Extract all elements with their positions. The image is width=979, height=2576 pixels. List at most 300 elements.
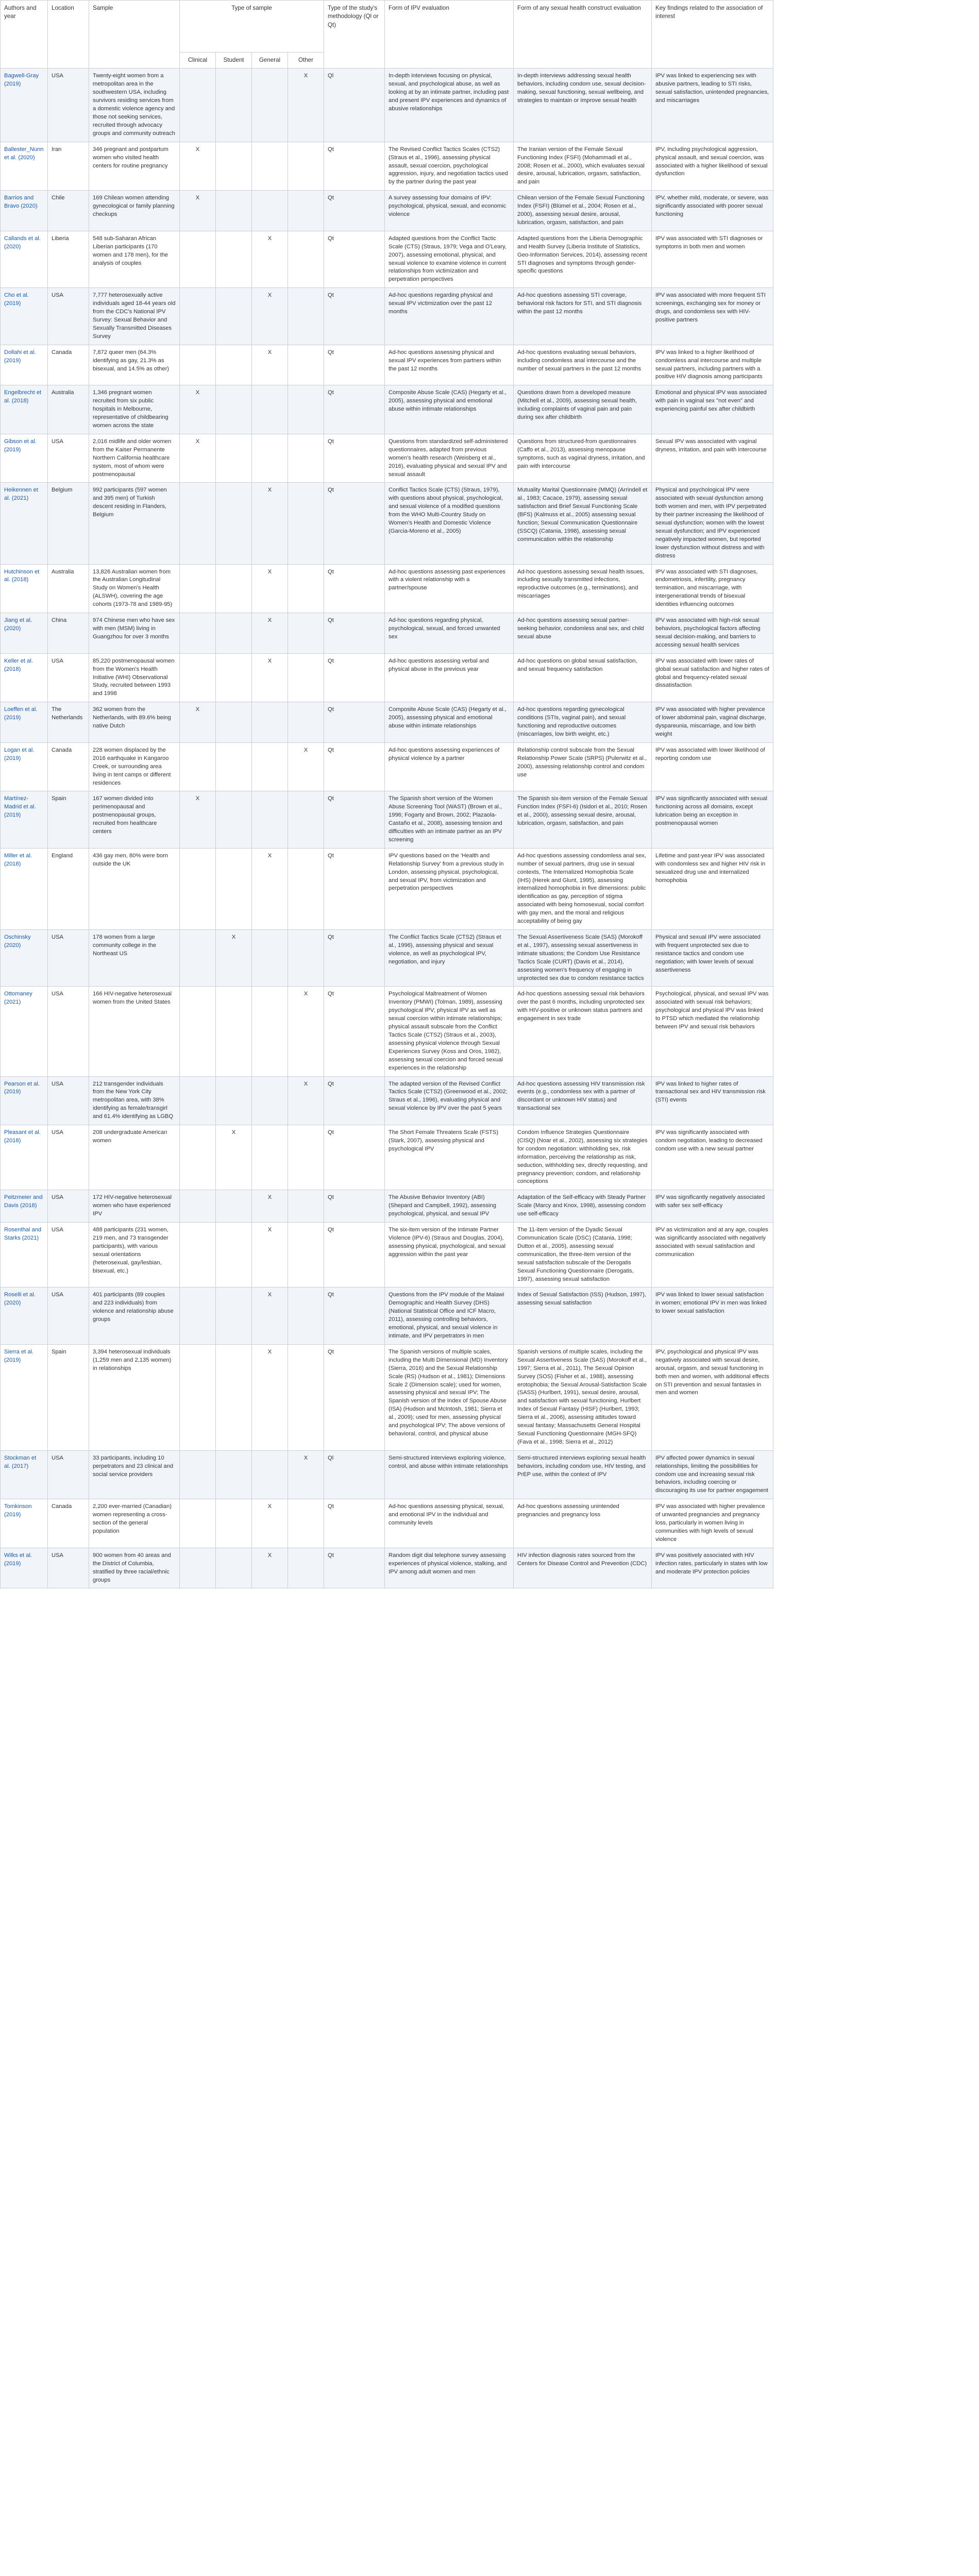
location-cell: Australia: [48, 385, 89, 434]
student-cell: [216, 434, 252, 483]
methodology-cell: Ql: [324, 1450, 385, 1499]
location-cell: Spain: [48, 1344, 89, 1450]
clinical-cell: X: [180, 191, 216, 231]
methodology-cell: Qt: [324, 742, 385, 791]
general-cell: X: [252, 1499, 288, 1548]
key-findings-cell: IPV was associated with STI diagnoses, endometriosis, infertility, pregnancy termination, and miscarriage, with intergenerational trends of bisexual identities influencing outcomes: [652, 564, 773, 613]
student-cell: X: [216, 1125, 252, 1190]
author-cell[interactable]: Pleasant et al. (2018): [1, 1125, 48, 1190]
sample-cell: Twenty-eight women from a metropolitan area in the southwestern USA, including survivors residing services from a domestic violence agency and those not seeking services, recruited through advocacy groups and community outreach: [89, 69, 180, 142]
methodology-cell: Qt: [324, 613, 385, 654]
location-cell: USA: [48, 653, 89, 702]
sexual-health-evaluation-cell: Semi-structured interviews exploring sexual health behaviors, including condom use, HIV testing, and PrEP use, within the context of IPV: [514, 1450, 652, 1499]
author-cell[interactable]: Stockman et al. (2017): [1, 1450, 48, 1499]
student-cell: [216, 848, 252, 929]
location-cell: USA: [48, 1076, 89, 1125]
methodology-cell: Qt: [324, 483, 385, 564]
sexual-health-evaluation-cell: Ad-hoc questions assessing HIV transmission risk events (e.g., condomless sex with a partner of discordant or unknown HIV status) and transactional sex: [514, 1076, 652, 1125]
location-cell: Chile: [48, 191, 89, 231]
location-cell: China: [48, 613, 89, 654]
key-findings-cell: Lifetime and past-year IPV was associated with condomless sex and higher HIV risk in sexualized drug use and internalized homophobia: [652, 848, 773, 929]
methodology-cell: Qt: [324, 1076, 385, 1125]
clinical-cell: [180, 1190, 216, 1223]
key-findings-cell: Physical and sexual IPV were associated with frequent unprotected sex due to resistance tactics and condom use negotiation; with lower levels of sexual assertiveness: [652, 930, 773, 987]
clinical-cell: X: [180, 142, 216, 191]
table-row: [1, 930, 979, 987]
author-cell[interactable]: Callands et al. (2020): [1, 231, 48, 287]
table-row: [1, 345, 979, 385]
table-row: [1, 702, 979, 743]
table-row: [1, 191, 979, 231]
author-cell[interactable]: Tomkinson (2019): [1, 1499, 48, 1548]
table-row: [1, 385, 979, 434]
methodology-cell: Qt: [324, 564, 385, 613]
clinical-cell: [180, 1223, 216, 1287]
author-cell[interactable]: Barrios and Bravo (2020): [1, 191, 48, 231]
sexual-health-evaluation-cell: The Spanish six-item version of the Female Sexual Function Index (FSFI-6) (Isidori et al., 2010; Rosen et al., 2000), assessing sexual desire, arousal, lubrication, orgasm, satisfaction, and pain: [514, 791, 652, 848]
table-row: [1, 987, 979, 1076]
author-cell[interactable]: Martínez-Madrid et al. (2019): [1, 791, 48, 848]
general-cell: X: [252, 1190, 288, 1223]
sample-cell: 208 undergraduate American women: [89, 1125, 180, 1190]
general-cell: X: [252, 483, 288, 564]
ipv-evaluation-cell: A survey assessing four domains of IPV: psychological, physical, sexual, and economic violence: [385, 191, 514, 231]
table-row: [1, 1125, 979, 1190]
sample-cell: 346 pregnant and postpartum women who visited health centers for routine pregnancy: [89, 142, 180, 191]
student-cell: [216, 385, 252, 434]
header-location: Location: [48, 1, 89, 69]
general-cell: [252, 702, 288, 743]
other-cell: [288, 791, 324, 848]
student-cell: [216, 791, 252, 848]
general-cell: X: [252, 288, 288, 345]
header-methodology: Type of the study's methodology (Ql or Qt): [324, 1, 385, 69]
key-findings-cell: IPV was positively associated with HIV infection rates, particularly in states with low and moderate IPV protection policies: [652, 1548, 773, 1588]
student-cell: [216, 1548, 252, 1588]
table-body: [1, 69, 979, 1588]
sample-cell: 900 women from 40 areas and the District of Columbia, stratified by three racial/ethnic groups: [89, 1548, 180, 1588]
sample-cell: 974 Chinese men who have sex with men (MSM) living in Guangzhou for over 3 months: [89, 613, 180, 654]
author-cell[interactable]: Miller et al. (2018): [1, 848, 48, 929]
key-findings-cell: IPV was significantly negatively associated with safer sex self-efficacy: [652, 1190, 773, 1223]
key-findings-cell: IPV, whether mild, moderate, or severe, was significantly associated with poorer sexual functioning: [652, 191, 773, 231]
location-cell: Liberia: [48, 231, 89, 287]
clinical-cell: [180, 987, 216, 1076]
methodology-cell: Qt: [324, 987, 385, 1076]
header-findings: Key findings related to the association of interest: [652, 1, 773, 69]
general-cell: [252, 142, 288, 191]
student-cell: [216, 653, 252, 702]
sample-cell: 13,826 Australian women from the Australian Longitudinal Study on Women's Health (ALSWH), covering the age cohorts (1973-78 and 1989-95): [89, 564, 180, 613]
header-student: Student: [216, 53, 252, 69]
location-cell: Belgium: [48, 483, 89, 564]
sample-cell: 178 women from a large community college in the Northeast US: [89, 930, 180, 987]
table-row: [1, 142, 979, 191]
table-row: [1, 742, 979, 791]
table-row: [1, 434, 979, 483]
sample-cell: 2,200 ever-married (Canadian) women representing a cross-section of the general population: [89, 1499, 180, 1548]
other-cell: X: [288, 1076, 324, 1125]
general-cell: X: [252, 564, 288, 613]
header-ipv-form: Form of IPV evaluation: [385, 1, 514, 69]
clinical-cell: [180, 564, 216, 613]
ipv-evaluation-cell: Ad-hoc questions assessing experiences of physical violence by a partner: [385, 742, 514, 791]
sexual-health-evaluation-cell: The Sexual Assertiveness Scale (SAS) (Morokoff et al., 1997), assessing sexual assertiveness in intimate situations; the Condom Use Resistance Tactics Scale (CURT) (Davis et al., 2014), assessing women's frequency of engaging in unprotected sex due to condom resistance tactics: [514, 930, 652, 987]
location-cell: USA: [48, 434, 89, 483]
student-cell: [216, 1499, 252, 1548]
key-findings-cell: IPV as victimization and at any age, couples was significantly associated with negatively associated with sexual satisfaction and communication: [652, 1223, 773, 1287]
key-findings-cell: IPV, psychological and physical IPV was negatively associated with sexual desire, arousal, orgasm, and sexual functioning in both men and women, with additional effects on STI prevention and sexual fantasies in men and women: [652, 1344, 773, 1450]
other-cell: [288, 1190, 324, 1223]
methodology-cell: Qt: [324, 653, 385, 702]
methodology-cell: Qt: [324, 191, 385, 231]
student-cell: [216, 742, 252, 791]
sample-cell: 166 HIV-negative heterosexual women from the United States: [89, 987, 180, 1076]
ipv-evaluation-cell: Random digit dial telephone survey assessing experiences of physical violence, stalking, and IPV among adult women and men: [385, 1548, 514, 1588]
key-findings-cell: Emotional and physical IPV was associated with pain in vaginal sex "not even" and experiencing painful sex after childbirth: [652, 385, 773, 434]
clinical-cell: [180, 483, 216, 564]
key-findings-cell: IPV was associated with more frequent STI screenings, exchanging sex for money or drugs, and condomless sex with HIV-positive partners: [652, 288, 773, 345]
general-cell: [252, 385, 288, 434]
location-cell: USA: [48, 987, 89, 1076]
other-cell: [288, 1344, 324, 1450]
other-cell: [288, 434, 324, 483]
key-findings-cell: Psychological, physical, and sexual IPV was associated with sexual risk behaviors; psychological and physical IPV was linked to PTSD which mediated the relationship between IPV and sexual risk behaviors: [652, 987, 773, 1076]
sexual-health-evaluation-cell: HIV infection diagnosis rates sourced from the Centers for Disease Control and Prevention (CDC): [514, 1548, 652, 1588]
sample-cell: 1,346 pregnant women recruited from six public hospitals in Melbourne, representative of childbearing women across the state: [89, 385, 180, 434]
table-row: [1, 1223, 979, 1287]
other-cell: [288, 1287, 324, 1344]
author-cell[interactable]: Wilks et al. (2019): [1, 1548, 48, 1588]
student-cell: [216, 142, 252, 191]
sexual-health-evaluation-cell: Relationship control subscale from the Sexual Relationship Power Scale (SRPS) (Pulerwitz et al., 2000), assessing relationship control and condom use: [514, 742, 652, 791]
general-cell: [252, 791, 288, 848]
table-row: [1, 613, 979, 654]
methodology-cell: Qt: [324, 1190, 385, 1223]
methodology-cell: Qt: [324, 791, 385, 848]
student-cell: [216, 564, 252, 613]
sexual-health-evaluation-cell: Ad-hoc questions assessing STI coverage, behavioral risk factors for STI, and STI diagnosis within the past 12 months: [514, 288, 652, 345]
sample-cell: 212 transgender individuals from the New York City metropolitan area, with 38% identifying as female/transgirl and 61.4% identifying as LGBQ: [89, 1076, 180, 1125]
clinical-cell: X: [180, 702, 216, 743]
location-cell: Canada: [48, 742, 89, 791]
location-cell: USA: [48, 1190, 89, 1223]
ipv-evaluation-cell: IPV questions based on the 'Health and Relationship Survey' from a previous study in London, assessing physical, psychological, and sexual IPV, from victimization and perpetration perspectives: [385, 848, 514, 929]
other-cell: [288, 848, 324, 929]
key-findings-cell: IPV was linked to experiencing sex with abusive partners, leading to STI risks, sexual satisfaction, unintended pregnancies, and miscarriages: [652, 69, 773, 142]
ipv-evaluation-cell: Ad-hoc questions regarding physical, psychological, sexual, and forced unwanted sex: [385, 613, 514, 654]
location-cell: Australia: [48, 564, 89, 613]
table-row: [1, 1499, 979, 1548]
clinical-cell: X: [180, 434, 216, 483]
sample-cell: 167 women divided into perimenopausal and postmenopausal groups, recruited from healthcare centers: [89, 791, 180, 848]
author-cell[interactable]: Heikennen et al. (2021): [1, 483, 48, 564]
clinical-cell: [180, 1344, 216, 1450]
key-findings-cell: IPV was associated with high-risk sexual behaviors, psychological factors affecting sexual decision-making, and barriers to accessing sexual health services: [652, 613, 773, 654]
key-findings-cell: Physical and psychological IPV were associated with sexual dysfunction among both women and men, with IPV perpetrated by their partner increasing the likelihood of sexual dysfunction; women with the lowest sexual dysfunction; and IPV experienced negatively impacted women, but reported lower dysfunction without distress and with distress: [652, 483, 773, 564]
author-cell[interactable]: Keller et al. (2018): [1, 653, 48, 702]
sample-cell: 992 participants (597 women and 395 men) of Turkish descent residing in Flanders, Belgium: [89, 483, 180, 564]
student-cell: [216, 987, 252, 1076]
table-header: [1, 1, 979, 69]
sample-cell: 436 gay men, 80% were born outside the UK: [89, 848, 180, 929]
sexual-health-evaluation-cell: Mutuality Marital Questionnaire (MMQ) (Arrindell et al., 1983; Cacace, 1979), assessing sexual satisfaction and Brief Sexual Functioning Scale (BFS) (Kalmuss et al., 2005) assessing sexual function; Sexual Communication Questionnaire (SSCQ) (Catania, 1998), assessing sexual communication within the relationship: [514, 483, 652, 564]
author-cell[interactable]: Bagwell-Gray (2019): [1, 69, 48, 142]
student-cell: [216, 288, 252, 345]
location-cell: USA: [48, 1287, 89, 1344]
author-cell[interactable]: Peitzmeier and Davis (2018): [1, 1190, 48, 1223]
location-cell: USA: [48, 1223, 89, 1287]
table-row: [1, 848, 979, 929]
sexual-health-evaluation-cell: Ad-hoc questions assessing sexual risk behaviors over the past 6 months, including unprotected sex with HIV-positive or unknown status partners and engagement in sex trade: [514, 987, 652, 1076]
methodology-cell: Qt: [324, 385, 385, 434]
key-findings-cell: Sexual IPV was associated with vaginal dryness, irritation, and pain with intercourse: [652, 434, 773, 483]
other-cell: X: [288, 742, 324, 791]
location-cell: USA: [48, 1450, 89, 1499]
sexual-health-evaluation-cell: Adaptation of the Self-efficacy with Steady Partner Scale (Marcy and Knox, 1998), assessing condom use self-efficacy: [514, 1190, 652, 1223]
student-cell: [216, 1344, 252, 1450]
location-cell: USA: [48, 288, 89, 345]
author-cell[interactable]: Cho et al. (2019): [1, 288, 48, 345]
student-cell: [216, 483, 252, 564]
general-cell: [252, 191, 288, 231]
header-authors: Authors and year: [1, 1, 48, 69]
sexual-health-evaluation-cell: Questions from structured-from questionnaires (Caffo et al., 2013), assessing menopause symptoms, such as vaginal dryness, irritation, and pain with intercourse: [514, 434, 652, 483]
ipv-evaluation-cell: Questions from the IPV module of the Malawi Demographic and Health Survey (DHS) (National Statistical Office and ICF Macro, 2011), assessing controlling behaviors, emotional, physical, and sexual violence in intimate, and IPV perpetrators in men: [385, 1287, 514, 1344]
sample-cell: 548 sub-Saharan African Liberian participants (170 women and 178 men), for the analysis of couples: [89, 231, 180, 287]
other-cell: [288, 191, 324, 231]
key-findings-cell: IPV affected power dynamics in sexual relationships, limiting the possibilities for condom use and increasing sexual risk behaviors, including coercing or discouraging its use for partner engagement: [652, 1450, 773, 1499]
sample-cell: 169 Chilean women attending gynecological or family planning checkups: [89, 191, 180, 231]
general-cell: X: [252, 1223, 288, 1287]
ipv-evaluation-cell: The Spanish short version of the Women Abuse Screening Tool (WAST) (Brown et al., 1996; Fogarty and Brown, 2002; Plazaola-Castaño et al., 2008), assessing tension and difficulties with an intimate partner as an IPV screening: [385, 791, 514, 848]
header-other: Other: [288, 53, 324, 69]
other-cell: [288, 1499, 324, 1548]
key-findings-cell: IPV was significantly associated with condom negotiation, leading to decreased condom use with a new sexual partner: [652, 1125, 773, 1190]
methodology-cell: Qt: [324, 1499, 385, 1548]
ipv-evaluation-cell: The Short Female Threatens Scale (FSTS) (Stark, 2007), assessing physical and psychological IPV: [385, 1125, 514, 1190]
clinical-cell: X: [180, 791, 216, 848]
table-row: [1, 288, 979, 345]
sexual-health-evaluation-cell: Spanish versions of multiple scales, including the Sexual Assertiveness Scale (SAS) (Morokoff et al., 1997; Sierra et al., 2011), The Sexual Opinion Survey (SOS) (Fisher et al., 1988), assessing erotophobia; the Sexual Arousal-Satisfaction Scale (SASS) (Hurlbert, 1991), sexual desire, arousal, and satisfaction with sexual functioning, Hurlbert Index of Sexual Fantasy (HISF) (Hurlbert, 1993; Sierra et al., 2006), assessing attitudes toward sexual fantasy; Massachusetts General Hospital Sexual Functioning Questionnaire (MGH-SFQ) (Fava et al., 1998; Sierra et al., 2012): [514, 1344, 652, 1450]
general-cell: X: [252, 1287, 288, 1344]
ipv-evaluation-cell: Composite Abuse Scale (CAS) (Hegarty et al., 2005), assessing physical and emotional abuse within intimate relationships: [385, 385, 514, 434]
author-cell[interactable]: Oschinsky (2020): [1, 930, 48, 987]
ipv-evaluation-cell: Composite Abuse Scale (CAS) (Hegarty et al., 2005), assessing physical and emotional abuse within intimate relationships: [385, 702, 514, 743]
author-cell[interactable]: Sierra et al. (2019): [1, 1344, 48, 1450]
methodology-cell: Qt: [324, 1344, 385, 1450]
author-cell[interactable]: Roselli et al. (2020): [1, 1287, 48, 1344]
table-row: [1, 1287, 979, 1344]
ipv-evaluation-cell: Semi-structured interviews exploring violence, control, and abuse within intimate relationships: [385, 1450, 514, 1499]
key-findings-cell: IPV was associated with lower rates of global sexual satisfaction and higher rates of global and frequency-related sexual dissatisfaction: [652, 653, 773, 702]
sample-cell: 488 participants (231 women, 219 men, and 73 transgender participants), with various sexual orientations (heterosexual, gay/lesbian, bisexual, etc.): [89, 1223, 180, 1287]
methodology-cell: Qt: [324, 702, 385, 743]
ipv-evaluation-cell: Questions from standardized self-administered questionnaires, adapted from previous women's health research (Weisberg et al., 2016), evaluating physical and sexual IPV and sexual assault: [385, 434, 514, 483]
other-cell: [288, 653, 324, 702]
table-row: [1, 483, 979, 564]
clinical-cell: [180, 288, 216, 345]
sample-cell: 7,777 heterosexually active individuals aged 18-44 years old from the CDC's National IPV Survey: Sexual Behavior and Sexually Transmitted Diseases Survey: [89, 288, 180, 345]
location-cell: Canada: [48, 1499, 89, 1548]
ipv-evaluation-cell: Conflict Tactics Scale (CTS) (Straus, 1979), with questions about physical, psychological, and sexual violence of a modified questions from the WHO Multi-Country Study on Women's Health and Domestic Violence (Garcia-Moreno et al., 2005): [385, 483, 514, 564]
clinical-cell: [180, 1499, 216, 1548]
table-row: [1, 1548, 979, 1588]
key-findings-cell: IPV was linked to higher rates of transactional sex and HIV transmission risk (STI) events: [652, 1076, 773, 1125]
student-cell: [216, 231, 252, 287]
other-cell: [288, 1125, 324, 1190]
sample-cell: 172 HIV-negative heterosexual women who have experienced IPV: [89, 1190, 180, 1223]
methodology-cell: Qt: [324, 231, 385, 287]
sample-cell: 85,220 postmenopausal women from the Women's Health Initiative (WHI) Observational Study, recruited between 1993 and 1998: [89, 653, 180, 702]
sexual-health-evaluation-cell: Questions drawn from a developed measure (Mitchell et al., 2009), assessing sexual health, including complaints of vaginal pain and pain during sex after childbirth: [514, 385, 652, 434]
general-cell: X: [252, 345, 288, 385]
student-cell: [216, 1076, 252, 1125]
student-cell: [216, 1450, 252, 1499]
other-cell: [288, 702, 324, 743]
sexual-health-evaluation-cell: Ad-hoc questions evaluating sexual behaviors, including condomless anal intercourse and the number of sexual partners in the past 12 months: [514, 345, 652, 385]
table-row: [1, 653, 979, 702]
sexual-health-evaluation-cell: Adapted questions from the Liberia Demographic and Health Survey (Liberia Institute of Statistics, Geo-Information Services, 2014), assessing recent STI diagnoses and symptoms through gender-specific questions: [514, 231, 652, 287]
other-cell: [288, 231, 324, 287]
general-cell: X: [252, 1548, 288, 1588]
key-findings-cell: IPV, including psychological aggression, physical assault, and sexual coercion, was associated with a higher likelihood of sexual dysfunction: [652, 142, 773, 191]
methodology-cell: Qt: [324, 142, 385, 191]
methodology-cell: Qt: [324, 848, 385, 929]
author-cell[interactable]: Jiang et al. (2020): [1, 613, 48, 654]
general-cell: [252, 1125, 288, 1190]
sexual-health-evaluation-cell: The Iranian version of the Female Sexual Functioning Index (FSFI) (Mohammadi et al., 2008; Rosen et al., 2000), which evaluates sexual desire, arousal, lubrication, orgasm, satisfaction, and pain: [514, 142, 652, 191]
sample-cell: 362 women from the Netherlands, with 89.6% being native Dutch: [89, 702, 180, 743]
sexual-health-evaluation-cell: In-depth interviews addressing sexual health behaviors, including condom use, sexual decision-making, sexual functioning, sexual wellbeing, and strategies to maintain or improve sexual health: [514, 69, 652, 142]
general-cell: X: [252, 231, 288, 287]
other-cell: [288, 385, 324, 434]
other-cell: [288, 142, 324, 191]
ipv-evaluation-cell: Ad-hoc questions assessing physical, sexual, and emotional IPV in the individual and community levels: [385, 1499, 514, 1548]
sample-cell: 33 participants, including 10 perpetrators and 23 clinical and social service providers: [89, 1450, 180, 1499]
header-type-of-sample: Type of sample: [180, 1, 324, 53]
sexual-health-evaluation-cell: Ad-hoc questions assessing sexual partner-seeking behavior, condomless anal sex, and child sexual abuse: [514, 613, 652, 654]
clinical-cell: [180, 653, 216, 702]
other-cell: [288, 1548, 324, 1588]
sexual-health-evaluation-cell: Index of Sexual Satisfaction (ISS) (Hudson, 1997), assessing sexual satisfaction: [514, 1287, 652, 1344]
location-cell: USA: [48, 69, 89, 142]
ipv-evaluation-cell: The Abusive Behavior Inventory (ABI) (Shepard and Campbell, 1992), assessing psychological, physical, and sexual IPV: [385, 1190, 514, 1223]
key-findings-cell: IPV was linked to a higher likelihood of condomless anal intercourse and multiple sexual partners, including partners with a positive HIV diagnosis among participants: [652, 345, 773, 385]
location-cell: Spain: [48, 791, 89, 848]
key-findings-cell: IPV was associated with lower likelihood of reporting condom use: [652, 742, 773, 791]
general-cell: X: [252, 653, 288, 702]
sample-cell: 7,872 queer men (64.3% identifying as gay, 21.3% as bisexual, and 14.5% as other): [89, 345, 180, 385]
methodology-cell: Qt: [324, 1125, 385, 1190]
author-cell[interactable]: Gibson et al. (2019): [1, 434, 48, 483]
other-cell: X: [288, 1450, 324, 1499]
clinical-cell: [180, 1076, 216, 1125]
clinical-cell: [180, 1450, 216, 1499]
location-cell: USA: [48, 930, 89, 987]
sexual-health-evaluation-cell: Condom Influence Strategies Questionnaire (CISQ) (Noar et al., 2002), assessing six strategies for condom negotiation: withholding sex, risk information, perceiving the relationship as risk, seduction, withholding sex, directly requesting, and pregnancy prevention; condom, and relationship conceptions: [514, 1125, 652, 1190]
ipv-evaluation-cell: The six-item version of the Intimate Partner Violence (IPV-6) (Straus and Douglas, 2004), assessing physical, psychological, and sexual aggression within the past year: [385, 1223, 514, 1287]
header-sexual-form: Form of any sexual health construct evaluation: [514, 1, 652, 69]
student-cell: [216, 1190, 252, 1223]
key-findings-cell: IPV was linked to lower sexual satisfaction in women; emotional IPV in men was linked to lower sexual satisfaction: [652, 1287, 773, 1344]
table-row: [1, 1076, 979, 1125]
key-findings-cell: IPV was associated with STI diagnoses or symptoms in both men and women: [652, 231, 773, 287]
author-cell[interactable]: Ballester_Nunn et al. (2020): [1, 142, 48, 191]
location-cell: USA: [48, 1125, 89, 1190]
methodology-cell: Qt: [324, 1223, 385, 1287]
table-row: [1, 231, 979, 287]
other-cell: [288, 613, 324, 654]
author-cell[interactable]: Engelbrecht et al. (2018): [1, 385, 48, 434]
table-row: [1, 791, 979, 848]
table-row: [1, 1344, 979, 1450]
student-cell: [216, 69, 252, 142]
header-sample: Sample: [89, 1, 180, 69]
header-general: General: [252, 53, 288, 69]
clinical-cell: [180, 1125, 216, 1190]
author-cell[interactable]: Loeffen et al. (2019): [1, 702, 48, 743]
table-row: [1, 69, 979, 142]
author-cell[interactable]: Rosenthal and Starks (2021): [1, 1223, 48, 1287]
methodology-cell: Qt: [324, 930, 385, 987]
sexual-health-evaluation-cell: The 11-item version of the Dyadic Sexual Communication Scale (DSC) (Catania, 1998; Dutton et al., 2005), assessing sexual communication, the three-item version of the sexual satisfaction subscale of the Derogatis Sexual Functioning Questionnaire (Derogatis, 1997), assessing sexual satisfaction: [514, 1223, 652, 1287]
author-cell[interactable]: Pearson et al. (2019): [1, 1076, 48, 1125]
sexual-health-evaluation-cell: Ad-hoc questions assessing unintended pregnancies and pregnancy loss: [514, 1499, 652, 1548]
general-cell: X: [252, 1344, 288, 1450]
ipv-evaluation-cell: Ad-hoc questions assessing past experiences with a violent relationship with a partner/spouse: [385, 564, 514, 613]
author-cell[interactable]: Dollahi et al. (2019): [1, 345, 48, 385]
other-cell: [288, 930, 324, 987]
student-cell: [216, 1287, 252, 1344]
location-cell: The Netherlands: [48, 702, 89, 743]
other-cell: [288, 288, 324, 345]
general-cell: [252, 69, 288, 142]
clinical-cell: [180, 69, 216, 142]
clinical-cell: [180, 848, 216, 929]
location-cell: Iran: [48, 142, 89, 191]
ipv-evaluation-cell: Ad-hoc questions assessing verbal and physical abuse in the previous year: [385, 653, 514, 702]
ipv-evaluation-cell: The adapted version of the Revised Conflict Tactics Scale (CTS2) (Greenwood et al., 2002; Straus et al., 1996), evaluating physical and sexual violence by IPV over the past 5 years: [385, 1076, 514, 1125]
general-cell: [252, 1450, 288, 1499]
general-cell: [252, 742, 288, 791]
other-cell: X: [288, 987, 324, 1076]
clinical-cell: [180, 1548, 216, 1588]
sexual-health-evaluation-cell: Ad-hoc questions assessing condomless anal sex, number of sexual partners, drug use in sexual contexts, The Internalized Homophobia Scale (IHS) (Herek and Glunt, 1995), assessing internalized homophobia in five dimensions: public identification as gay, perception of stigma associated with being homosexual, social comfort with gay men, and the moral and religious acceptability of being gay: [514, 848, 652, 929]
table-row: [1, 564, 979, 613]
author-cell[interactable]: Ottomaney (2021): [1, 987, 48, 1076]
sample-cell: 2,016 midlife and older women from the Kaiser Permanente Northern California healthcare system, most of whom were postmenopausal: [89, 434, 180, 483]
student-cell: [216, 191, 252, 231]
ipv-evaluation-cell: In-depth interviews focusing on physical, sexual, and psychological abuse, as well as looking at by an intimate partner, including past and present IPV experiences and dynamics of abusive relationships: [385, 69, 514, 142]
author-cell[interactable]: Logan et al. (2019): [1, 742, 48, 791]
methodology-cell: Qt: [324, 345, 385, 385]
clinical-cell: [180, 930, 216, 987]
ipv-evaluation-cell: The Revised Conflict Tactics Scales (CTS2) (Straus et al., 1996), assessing physical assault, sexual coercion, psychological aggression, injury, and negotiation tactics used by the partner during the past year: [385, 142, 514, 191]
general-cell: [252, 1076, 288, 1125]
clinical-cell: [180, 345, 216, 385]
student-cell: [216, 1223, 252, 1287]
clinical-cell: X: [180, 385, 216, 434]
ipv-evaluation-cell: Ad-hoc questions assessing physical and sexual IPV experiences from partners within the past 12 months: [385, 345, 514, 385]
author-cell[interactable]: Hutchinson et al. (2018): [1, 564, 48, 613]
header-clinical: Clinical: [180, 53, 216, 69]
clinical-cell: [180, 613, 216, 654]
other-cell: [288, 564, 324, 613]
location-cell: England: [48, 848, 89, 929]
sexual-health-evaluation-cell: Chilean version of the Female Sexual Functioning Index (FSFI) (Blümel et al., 2004; Rosen et al., 2000), assessing sexual desire, arousal, lubrication, orgasm, satisfaction, and pain: [514, 191, 652, 231]
sample-cell: 3,394 heterosexual individuals (1,259 men and 2,135 women) in relationships: [89, 1344, 180, 1450]
